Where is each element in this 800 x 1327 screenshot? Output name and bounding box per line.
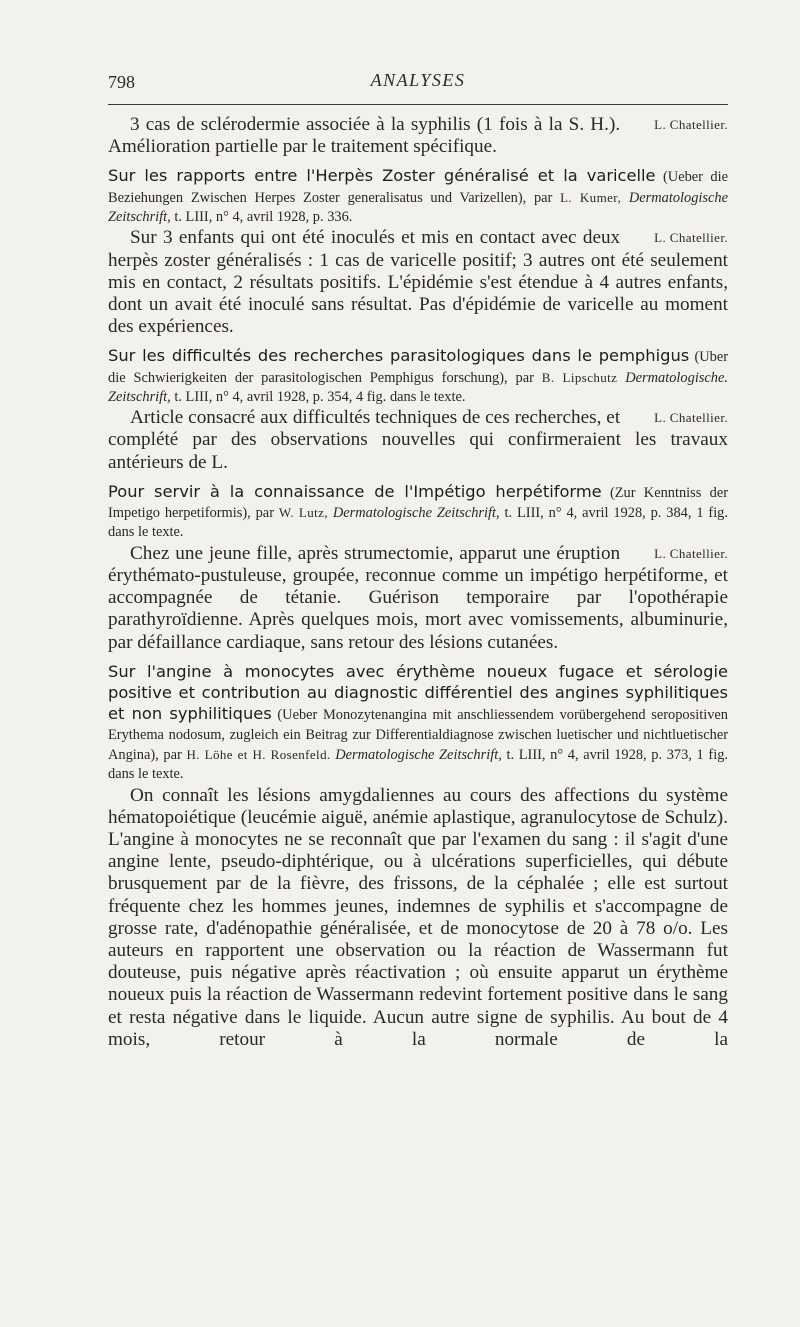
original-title: (Ueber Monozytenangina mit anschliessendem vorübergehend seropositiven Erythema nodosum, zugleich ein Beitrag zur Differentialdiagnose zwischen luetischer und nichtluetischer Angina), par (108, 707, 728, 763)
journal-name: Dermatologische Zeitschrift, (332, 505, 500, 522)
entry-body (108, 785, 728, 1051)
paragraph-text: 3 cas de sclérodermie associée à la syphilis (1 fois à la S. H.). Amélioration partielle par le traitement spécifique. (108, 114, 621, 158)
original-title: (Zur Kenntniss der Impetigo herpetiformis), par (108, 484, 728, 522)
journal-name: Dermatologische. Zeitschrift, (108, 369, 728, 405)
paragraph-text: Sur 3 enfants qui ont été inoculés et mis en contact avec deux herpès zoster généralisés : 1 cas de varicelle positif; 3 autres ont été seulement mis en contact, 2 résultats positifs. L'épidémie s'est étendue à 4 autres enfants, dont un avait été inoculé sans résultat. Pas d'épidémie de varicelle au moment des expériences. (108, 227, 728, 338)
paragraph-text: On connaît les lésions amygdaliennes au cours des affections du système hématopoiétique (leucémie aiguë, anémie aplastique, agranulocytose de Schulz). L'angine à monocytes ne se reconnaît que par l'examen du sang : il s'agit d'une angine lente, pseudo-diphtérique, ou à ulcérations superficielles, qui débute brusquement par de la fièvre, des frissons, de la céphalée ; elle est surtout fréquente chez les hommes jeunes, indemnes de syphilis et s'accompagne de grosse rate, d'adénopathie généralisée, et de monocytose de 20 à 78 o/o. Les auteurs en rapportent une observation ou la réaction de Wassermann fut douteuse, puis négative après réactivation ; où ensuite apparut un érythème noueux puis la réaction de Wassermann redevint fortement positive dans le sang et resta négative dans le liquide. Aucun autre signe de syphilis. Au bout de 4 mois, retour à la normale de la (108, 784, 728, 1050)
entry-title: Sur l'angine à monocytes avec érythème noueux fugace et sérologie positive et contribution au diagnostic différentiel des angines syphilitiques et non syphilitiques (108, 661, 728, 724)
author-name: L. Kumer, (560, 189, 622, 205)
entry-body (108, 543, 728, 654)
entry-heading (108, 166, 728, 227)
entry-body (108, 227, 728, 338)
reference-details: t. LIII, n° 4, avril 1928, p. 373, 1 fig. dans le texte. (108, 746, 728, 783)
original-title: (Uber die Schwierigkeiten der parasitologischen Pemphigus forschung), par (108, 349, 728, 386)
intro-paragraph (108, 114, 728, 158)
entry-title: Sur les rapports entre l'Herpès Zoster généralisé et la varicelle (108, 166, 656, 186)
page-header (108, 66, 728, 96)
entry-heading (108, 346, 728, 407)
header-rule (108, 104, 728, 105)
article-text (108, 114, 728, 1051)
author-name: B. Lipschutz (541, 369, 618, 385)
paragraph-text: Chez une jeune fille, après strumectomie, apparut une éruption érythémato-pustuleuse, groupée, reconnue comme un impétigo herpétiforme, et accompagnée de tétanie. Guérison temporaire par l'opothérapie parathyroïdienne. Après quelques mois, mort avec vomissements, albuminurie, par défaillance cardiaque, sans retour des lésions cutanées. (108, 542, 728, 653)
original-title: (Ueber die Beziehungen Zwischen Herpes Zoster generalisatus und Varizellen), par (108, 169, 728, 206)
entry-title: Sur les difficultés des recherches parasitologiques dans le pemphigus (108, 346, 690, 366)
entry-body (108, 407, 728, 474)
running-title: ANALYSES (370, 70, 466, 90)
review-entry-3 (108, 482, 728, 654)
entry-title: Pour servir à la connaissance de l'Impétigo herpétiforme (108, 481, 602, 501)
paragraph-text: Article consacré aux difficultés techniques de ces recherches, et complété par des observations nouvelles qui confirmeraient les travaux antérieurs de L. (108, 407, 728, 473)
author-name: W. Lutz, (278, 505, 328, 521)
author-name: H. Löhe et H. Rosenfeld. (186, 746, 331, 762)
reference-details: t. LIII, n° 4, avril 1928, p. 384, 1 fig. dans le texte. (108, 505, 728, 541)
signature: L. Chatellier. (654, 545, 728, 561)
journal-name: Dermatologische Zeitschrift, (335, 746, 502, 763)
entry-heading (108, 482, 728, 543)
reference-details: t. LIII, n° 4, avril 1928, p. 336. (170, 209, 353, 225)
signature: L. Chatellier. (654, 230, 728, 246)
journal-name: Dermatologische Zeitschrift, (108, 189, 728, 225)
signature: L. Chatellier. (654, 410, 728, 426)
review-entry-1 (108, 166, 728, 338)
reference-details: t. LIII, n° 4, avril 1928, p. 354, 4 fig. dans le texte. (170, 388, 466, 405)
page-number: 798 (108, 72, 135, 92)
review-entry-4 (108, 662, 728, 1051)
review-entry-2 (108, 346, 728, 474)
entry-heading (108, 662, 728, 785)
signature: L. Chatellier. (654, 117, 728, 132)
